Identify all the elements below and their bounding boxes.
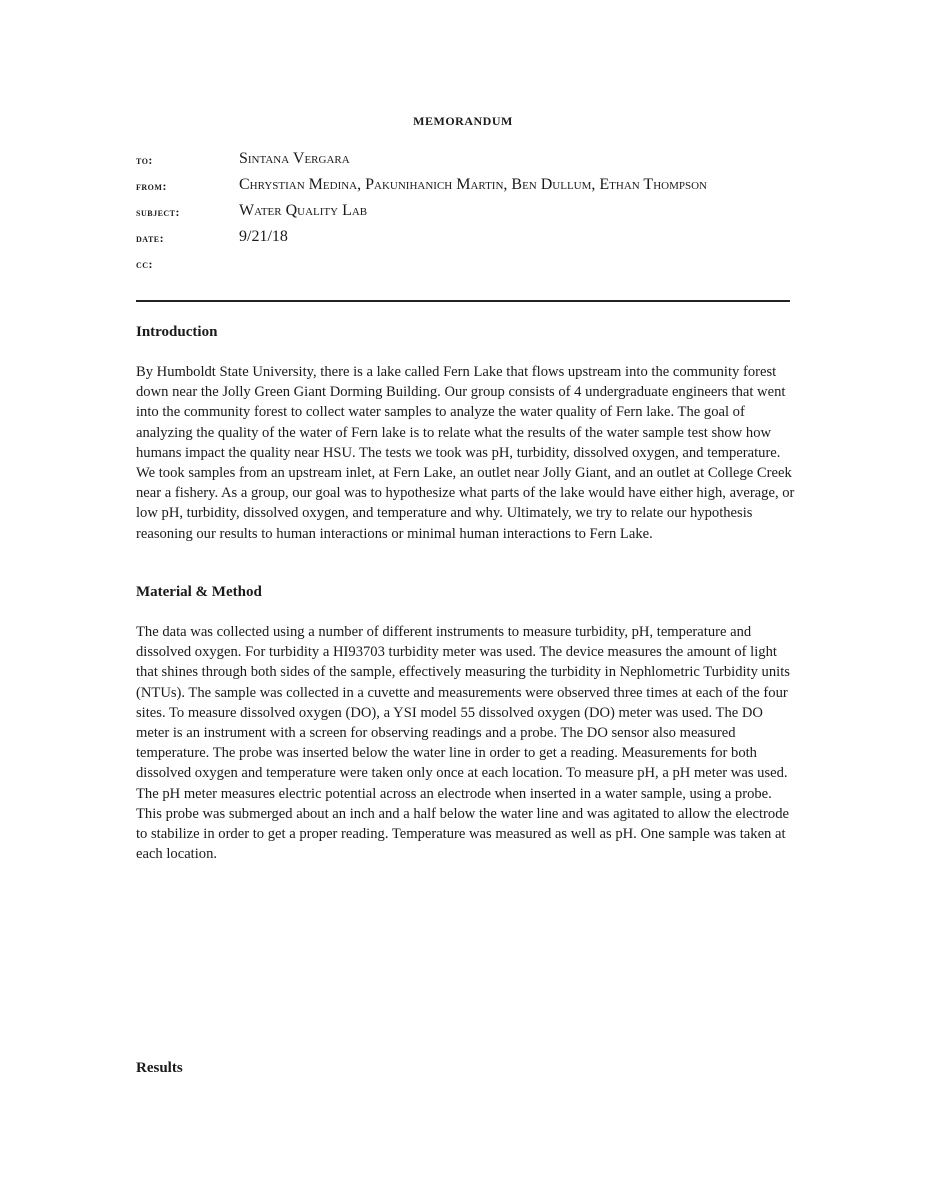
to-label: to: [136, 153, 153, 167]
date-label: date: [136, 231, 165, 245]
date-value: 9/21/18 [239, 228, 288, 245]
introduction-heading: Introduction [136, 324, 218, 340]
from-value: Chrystian Medina, Pakunihanich Martin, Ben Dullum, Ethan Thompson [239, 176, 707, 193]
subject-label: subject: [136, 205, 181, 219]
material-method-paragraph: The data was collected using a number of different instruments to measure turbidity, pH, temperature and dissolved oxygen. For turbidity a HI93703 turbidity meter was used. The device measures the amount of light that shines through both sides of the sample, effectively measuring the turbidity in Nephlometric Turbidity units (NTUs). The sample was collected in a cuvette and measurements were observed three times at each of the four sites. To measure dissolved oxygen (DO), a YSI model 55 dissolved oxygen (DO) meter was used. The DO meter is an instrument with a screen for observing readings and a probe. The DO sensor also measured temperature. The probe was inserted below the water line in order to get a reading. Measurements for both dissolved oxygen and temperature were taken only once at each location. To measure pH, a pH meter was used. The pH meter measures electric potential across an electrode when inserted in a water sample, using a probe. This probe was submerged about an inch and a half below the water line and was agitated to allow the electrode to stabilize in order to get a proper reading. Temperature was measured as well as pH. One sample was taken at each location. [136, 624, 790, 863]
subject-value: Water Quality Lab [239, 202, 368, 219]
results-heading: Results [136, 1060, 183, 1076]
introduction-paragraph: By Humboldt State University, there is a lake called Fern Lake that flows upstream into the community forest down near the Jolly Green Giant Dorming Building. Our group consists of 4 undergraduate engineers that went into the community forest to collect water samples to analyze the water quality of Fern lake. The goal of analyzing the quality of the water of Fern lake is to relate what the results of the water sample test show how humans impact the quality near HSU. The tests we took was pH, turbidity, dissolved oxygen, and temperature. We took samples from an upstream inlet, at Fern Lake, an outlet near Jolly Giant, and an outlet at College Creek near a fishery. As a group, our goal was to hypothesize what parts of the lake would have either high, average, or low pH, turbidity, dissolved oxygen, and temperature and why. Ultimately, we try to relate our hypothesis reasoning our results to human interactions or minimal human interactions to Fern Lake. [136, 364, 795, 542]
material-method-heading: Material & Method [136, 584, 262, 600]
from-label: from: [136, 179, 167, 193]
memo-title: MEMORANDUM [413, 114, 513, 128]
cc-label: cc: [136, 257, 154, 271]
header-divider [136, 300, 790, 302]
to-value: Sintana Vergara [239, 150, 350, 167]
